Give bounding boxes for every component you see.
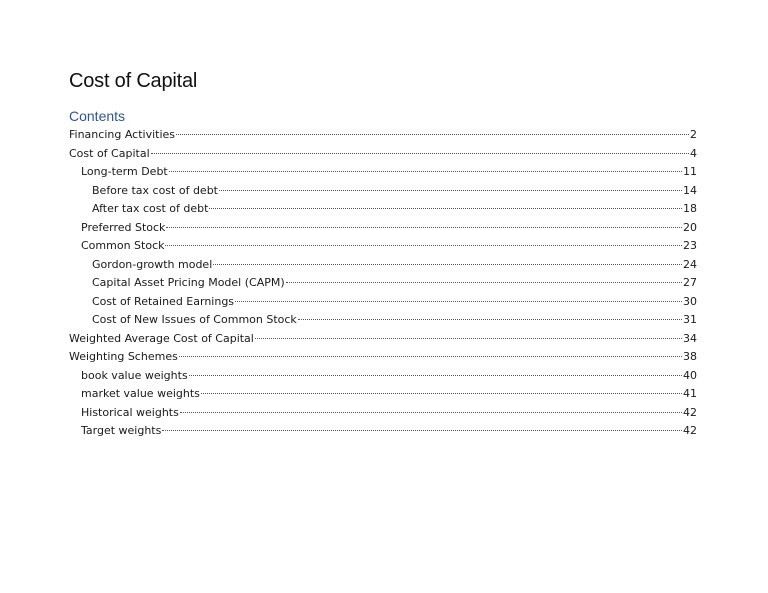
dot-leader <box>166 227 682 228</box>
toc-entry-gordon-growth-model[interactable] <box>69 256 697 275</box>
toc-label: Before tax cost of debt <box>92 183 218 197</box>
toc-label: book value weights <box>81 368 188 382</box>
toc-page-number: 23 <box>683 239 697 252</box>
toc-label: Cost of Capital <box>69 146 150 160</box>
dot-leader <box>219 190 682 191</box>
dot-leader <box>255 338 682 339</box>
toc-entry-cost-of-capital[interactable] <box>69 145 697 164</box>
toc-page-number: 2 <box>690 128 697 141</box>
toc-label: market value weights <box>81 387 200 400</box>
table-of-contents <box>69 126 697 441</box>
toc-label: Capital Asset Pricing Model (CAPM) <box>92 276 285 289</box>
toc-entry-after-tax-cost-of-debt[interactable] <box>69 200 697 219</box>
contents-heading: Contents <box>69 108 126 124</box>
dot-leader <box>165 245 682 246</box>
toc-label: Weighted Average Cost of Capital <box>69 331 254 345</box>
toc-label: Financing Activities <box>69 128 176 141</box>
toc-label: Preferred Stock <box>81 220 166 234</box>
toc-entry-target-weights[interactable] <box>69 422 697 441</box>
toc-entry-wacc[interactable] <box>69 330 697 349</box>
toc-label: Target weights <box>81 424 162 437</box>
toc-page-number: 40 <box>683 368 697 382</box>
toc-page-number: 31 <box>683 313 697 326</box>
toc-label: Gordon-growth model <box>92 257 213 271</box>
toc-page-number: 30 <box>683 294 697 308</box>
toc-entry-before-tax-cost-of-debt[interactable] <box>69 182 697 201</box>
toc-entry-cost-of-retained-earnings[interactable] <box>69 293 697 312</box>
toc-label: Weighting Schemes <box>69 350 178 363</box>
toc-label: Historical weights <box>81 405 179 419</box>
toc-label: Cost of New Issues of Common Stock <box>92 313 297 326</box>
toc-entry-capm[interactable] <box>69 274 697 293</box>
toc-label: Cost of Retained Earnings <box>92 294 235 308</box>
dot-leader <box>235 301 682 302</box>
dot-leader <box>213 264 682 265</box>
dot-leader <box>298 319 682 320</box>
toc-label: After tax cost of debt <box>92 202 209 215</box>
toc-page-number: 27 <box>683 276 697 289</box>
toc-entry-long-term-debt[interactable] <box>69 163 697 182</box>
toc-entry-financing-activities[interactable] <box>69 126 697 145</box>
dot-leader <box>176 134 689 135</box>
toc-page-number: 18 <box>683 202 697 215</box>
toc-entry-book-value-weights[interactable] <box>69 367 697 386</box>
dot-leader <box>179 356 682 357</box>
toc-page-number: 14 <box>683 183 697 197</box>
dot-leader <box>189 375 682 376</box>
toc-page-number: 42 <box>683 424 697 437</box>
dot-leader <box>180 412 682 413</box>
dot-leader <box>201 393 682 394</box>
dot-leader <box>286 282 682 283</box>
toc-entry-common-stock[interactable] <box>69 237 697 256</box>
document-title: Cost of Capital <box>69 70 198 92</box>
toc-entry-market-value-weights[interactable] <box>69 385 697 404</box>
toc-entry-historical-weights[interactable] <box>69 404 697 423</box>
toc-page-number: 42 <box>683 405 697 419</box>
toc-page-number: 38 <box>683 350 697 363</box>
toc-label: Long-term Debt <box>81 165 168 178</box>
toc-page-number: 4 <box>690 146 697 160</box>
dot-leader <box>169 171 682 172</box>
dot-leader <box>162 430 682 431</box>
dot-leader <box>209 208 682 209</box>
dot-leader <box>151 153 689 154</box>
toc-page-number: 11 <box>683 165 697 178</box>
toc-label: Common Stock <box>81 239 165 252</box>
toc-page-number: 24 <box>683 257 697 271</box>
toc-entry-weighting-schemes[interactable] <box>69 348 697 367</box>
toc-page-number: 34 <box>683 331 697 345</box>
toc-entry-preferred-stock[interactable] <box>69 219 697 238</box>
toc-page-number: 41 <box>683 387 697 400</box>
toc-entry-cost-of-new-issues[interactable] <box>69 311 697 330</box>
toc-page-number: 20 <box>683 220 697 234</box>
